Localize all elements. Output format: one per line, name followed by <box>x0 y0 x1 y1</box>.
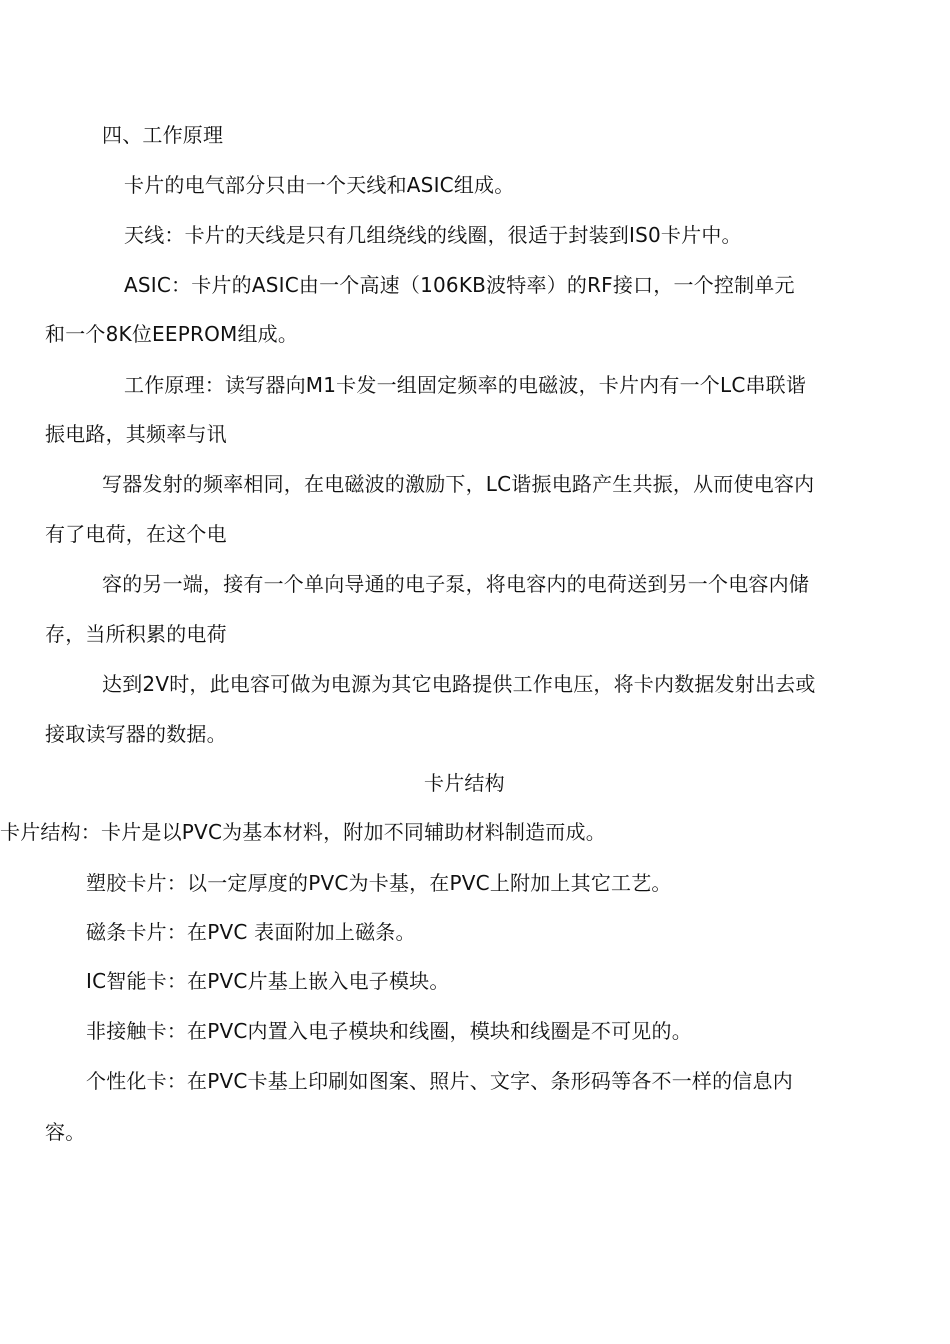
paragraph-principle-line2: 振电路，其频率与讯 <box>45 422 227 446</box>
paragraph-personalized-line2: 容。 <box>45 1120 86 1144</box>
paragraph-resonance-line2: 有了电荷，在这个电 <box>45 522 227 546</box>
paragraph-voltage-line1: 达到2V时，此电容可做为电源为其它电路提供工作电压，将卡内数据发射出去或 <box>102 672 816 696</box>
paragraph-asic-line1: ASIC：卡片的ASIC由一个高速（106KB波特率）的RF接口，一个控制单元 <box>124 273 795 297</box>
paragraph-asic-line2: 和一个8K位EEPROM组成。 <box>45 322 299 346</box>
paragraph-ic-card: IC智能卡：在PVC片基上嵌入电子模块。 <box>86 969 450 993</box>
paragraph-voltage-line2: 接取读写器的数据。 <box>45 722 227 746</box>
paragraph-card-structure: 卡片结构：卡片是以PVC为基本材料，附加不同辅助材料制造而成。 <box>0 820 606 844</box>
paragraph-plastic-card: 塑胶卡片：以一定厚度的PVC为卡基，在PVC上附加上其它工艺。 <box>86 871 672 895</box>
paragraph-antenna: 天线：卡片的天线是只有几组绕线的线圈，很适于封装到IS0卡片中。 <box>124 223 742 247</box>
section-heading: 四、工作原理 <box>102 123 224 147</box>
paragraph-personalized-line1: 个性化卡：在PVC卡基上印刷如图案、照片、文字、条形码等各不一样的信息内 <box>86 1069 793 1093</box>
paragraph-principle-line1: 工作原理：读写器向M1卡发一组固定频率的电磁波，卡片内有一个LC串联谐 <box>124 373 807 397</box>
paragraph-resonance-line1: 写器发射的频率相同，在电磁波的激励下，LC谐振电路产生共振，从而使电容内 <box>102 472 815 496</box>
paragraph-magnetic-card: 磁条卡片：在PVC 表面附加上磁条。 <box>86 920 416 944</box>
subtitle-card-structure: 卡片结构 <box>424 771 505 795</box>
paragraph-pump-line2: 存，当所积累的电荷 <box>45 622 227 646</box>
paragraph-electrical: 卡片的电气部分只由一个天线和ASIC组成。 <box>124 173 515 197</box>
paragraph-contactless-card: 非接触卡：在PVC内置入电子模块和线圈，模块和线圈是不可见的。 <box>86 1019 692 1043</box>
paragraph-pump-line1: 容的另一端，接有一个单向导通的电子泵，将电容内的电荷送到另一个电容内储 <box>102 572 809 596</box>
